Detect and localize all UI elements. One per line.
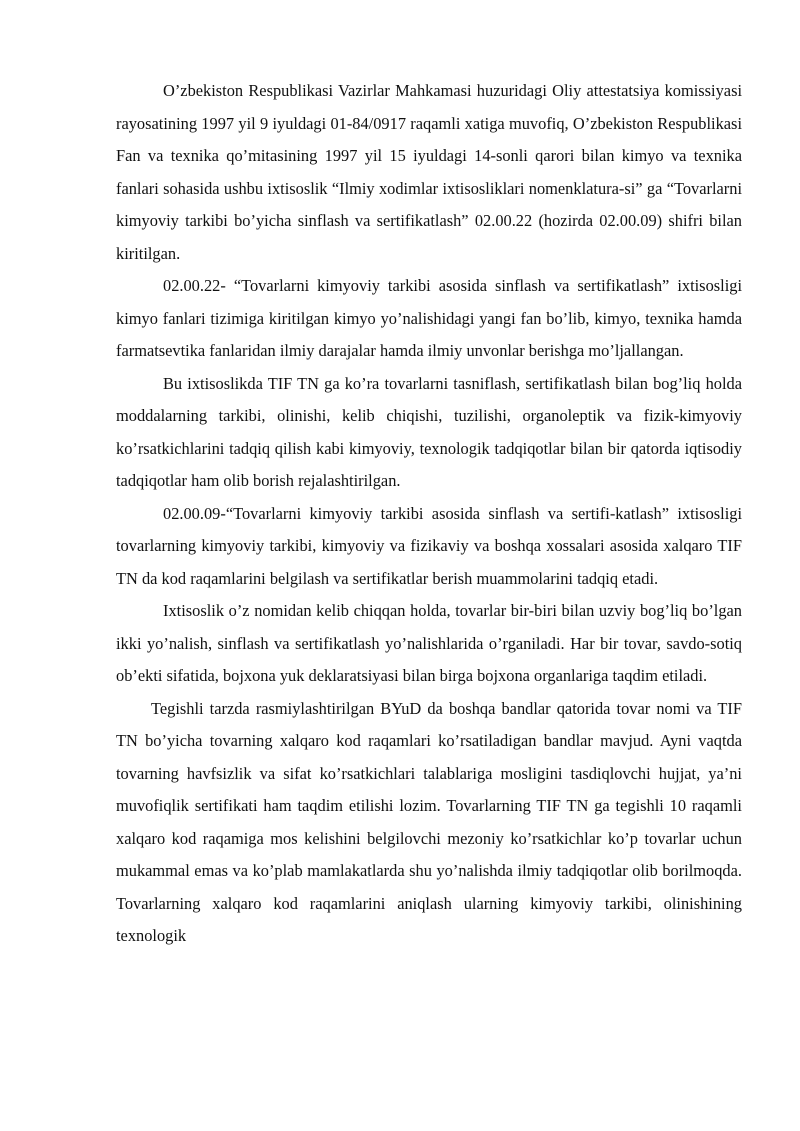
paragraph-specialty-02-00-09: 02.00.09-“Tovarlarni kimyoviy tarkibi asosida sinflash va sertifi-katlash” ixtisosligi tovarlarning kimyoviy tarkibi, kimyoviy va fizikaviy va boshqa xossalari asosida xalqaro TIF TN da kod raqamlarini belgilash va sertifikatlar berish muammolarini tadqiq etadi. bbox=[116, 503, 742, 588]
paragraph-tif-tn-classification: Bu ixtisoslikda TIF TN ga ko’ra tovarlarni tasniflash, sertifikatlash bilan bog’liq holda moddalarning tarkibi, olinishi, kelib chiqishi, tuzilishi, organoleptik va fizik-kimyoviy ko’rsatkichlarini tadqiq qilish kabi kimyoviy, texnologik tadqiqotlar bilan bir qatorda iqtisodiy tadqiqotlar ham olib borish rejalashtirilgan. bbox=[116, 373, 742, 490]
document-page bbox=[116, 75, 742, 953]
paragraph-attestation-commission: O’zbekiston Respublikasi Vazirlar Mahkamasi huzuridagi Oliy attestatsiya komissiyasi rayosatining 1997 yil 9 iyuldagi 01-84/0917 raqamli xatiga muvofiq, O’zbekiston Respublikasi Fan va texnika qo’mitasining 1997 yil 15 iyuldagi 14-sonli qarori bilan kimyo va texnika fanlari sohasida ushbu ixtisoslik “Ilmiy xodimlar ixtisosliklari nomenklatura-si” ga “Tovarlarni kimyoviy tarkibi bo’yicha sinflash va sertifikatlash” 02.00.22 (hozirda 02.00.09) shifri bilan kiritilgan. bbox=[116, 81, 742, 263]
paragraph-customs-declaration: Tegishli tarzda rasmiylashtirilgan BYuD da boshqa bandlar qatorida tovar nomi va TIF TN bo’yicha tovarning xalqaro kod raqamlari ko’rsatiladigan bandlar mavjud. Ayni vaqtda tovarning havfsizlik va sifat ko’rsatkichlari talablariga mosligini tasdiqlovchi hujjat, ya’ni muvofiqlik sertifikati ham taqdim etilishi lozim. Tovarlarning TIF TN ga tegishli 10 raqamli xalqaro kod raqamiga mos kelishini belgilovchi mezoniy ko’rsatkichlar ko’p tovarlar uchun mukammal emas va ko’plab mamlakatlarda shu yo’nalishda ilmiy tadqiqotlar olib borilmoqda. Tovarlarning xalqaro kod raqamlarini aniqlash ularning kimyoviy tarkibi, olinishining texnologik bbox=[116, 698, 742, 945]
paragraph-specialty-02-00-22: 02.00.22- “Tovarlarni kimyoviy tarkibi asosida sinflash va sertifikatlash” ixtisosligi kimyo fanlari tizimiga kiritilgan kimyo yo’nalishidagi yangi fan bo’lib, kimyo, texnika hamda farmatsevtika fanlaridan ilmiy darajalar hamda ilmiy unvonlar berishga mo’ljallangan. bbox=[116, 276, 742, 360]
paragraph-two-directions: Ixtisoslik o’z nomidan kelib chiqqan holda, tovarlar bir-biri bilan uzviy bog’liq bo’lgan ikki yo’nalish, sinflash va sertifikatlash yo’nalishlarida o’rganiladi. Har bir tovar, savdo-sotiq ob’ekti sifatida, bojxona yuk deklaratsiyasi bilan birga bojxona organlariga taqdim etiladi. bbox=[116, 601, 742, 685]
